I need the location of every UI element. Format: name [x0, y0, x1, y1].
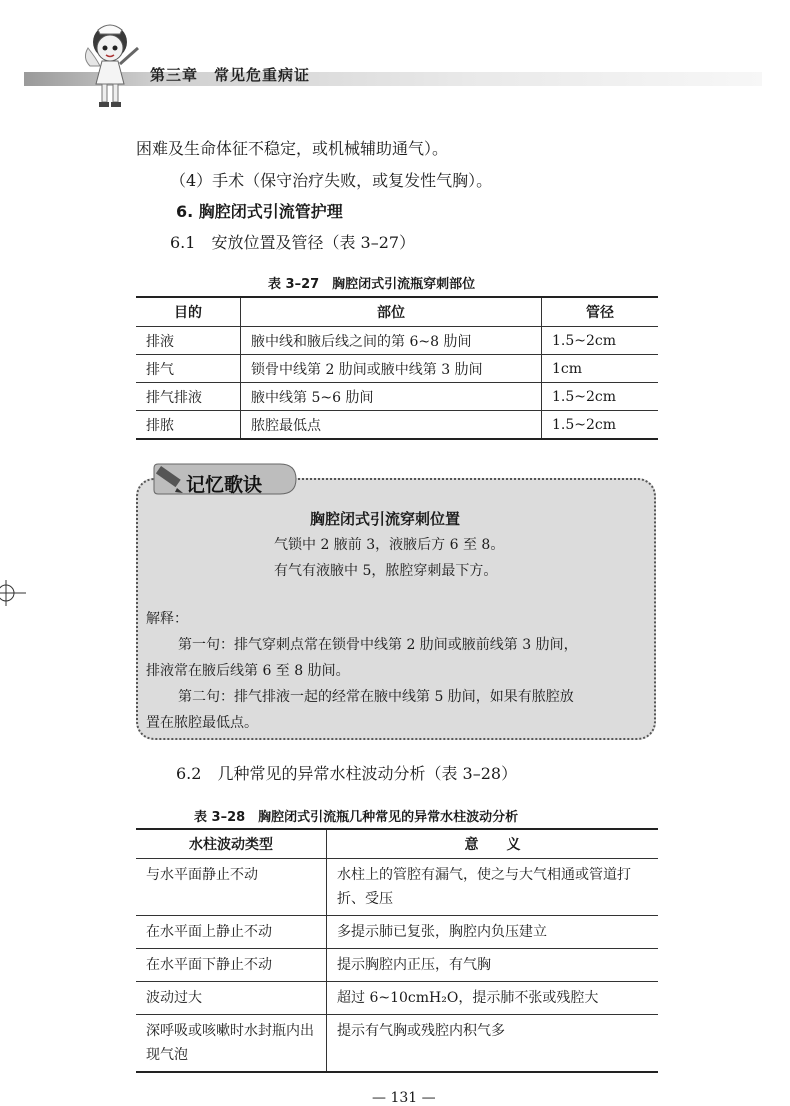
column-header: 水柱波动类型 — [136, 829, 327, 859]
table-cell: 排气排液 — [136, 383, 241, 411]
table-cell: 腋中线第 5~6 肋间 — [241, 383, 542, 411]
table-cell: 锁骨中线第 2 肋间或腋中线第 3 肋间 — [241, 355, 542, 383]
subsection-heading: 6.1 安放位置及管径（表 3–27） — [170, 233, 416, 252]
table-cell: 排液 — [136, 327, 241, 355]
column-header: 管径 — [586, 305, 614, 321]
memory-box — [136, 478, 656, 740]
table-cell: 1.5~2cm — [552, 388, 617, 405]
chapter-title: 第三章 常见危重病证 — [150, 66, 311, 84]
table-cell: 深呼吸或咳嗽时水封瓶内出现气泡 — [136, 1015, 327, 1073]
memo-tag-label: 记忆歌诀 — [186, 474, 263, 496]
table-row — [136, 1015, 658, 1073]
column-header: 部位 — [241, 297, 542, 327]
table-cell: 提示有气胸或残腔内积气多 — [337, 1023, 505, 1039]
table-cell: 1cm — [552, 360, 583, 377]
table-cell: 1.5~2cm — [552, 416, 617, 433]
table-row — [136, 327, 658, 355]
table-cell: 与水平面静止不动 — [136, 859, 327, 916]
memo-explain-line: 第二句：排气排液一起的经常在腋中线第 5 肋间，如果有脓腔放 — [178, 689, 574, 705]
memo-verse: 有气有液腋中 5，脓腔穿刺最下方。 — [274, 563, 498, 579]
column-header: 意 义 — [464, 837, 521, 853]
crop-mark-icon — [0, 580, 26, 606]
table-cell: 脓腔最低点 — [241, 411, 542, 440]
table-caption: 表 3–28 胸腔闭式引流瓶几种常见的异常水柱波动分析 — [194, 810, 519, 825]
table-row — [136, 383, 658, 411]
table-row — [136, 949, 658, 982]
column-header: 目的 — [136, 297, 241, 327]
memo-verse: 气锁中 2 腋前 3，液腋后方 6 至 8。 — [274, 537, 505, 553]
nurse-mascot-icon — [80, 18, 150, 110]
table-row — [136, 411, 658, 440]
table-row — [136, 355, 658, 383]
table-puncture-sites — [136, 296, 658, 440]
table-header-row — [136, 829, 658, 859]
table-row — [136, 982, 658, 1015]
table-cell: 水柱上的管腔有漏气，使之与大气相通或管道打折、受压 — [337, 867, 631, 907]
paragraph-line: （4）手术（保守治疗失败，或复发性气胸）。 — [170, 171, 493, 190]
table-row — [136, 859, 658, 916]
table-cell: 多提示肺已复张，胸腔内负压建立 — [337, 924, 547, 940]
table-cell: 超过 6~10cmH₂O，提示肺不张或残腔大 — [337, 990, 599, 1006]
memo-title: 胸腔闭式引流穿刺位置 — [310, 510, 461, 528]
table-cell: 在水平面上静止不动 — [136, 916, 327, 949]
table-row — [136, 916, 658, 949]
table-caption: 表 3–27 胸腔闭式引流瓶穿刺部位 — [268, 277, 476, 292]
table-cell: 1.5~2cm — [552, 332, 617, 349]
memo-explain-line: 第一句：排气穿刺点常在锁骨中线第 2 肋间或腋前线第 3 肋间， — [178, 637, 578, 653]
page-number: — 131 — — [372, 1090, 436, 1106]
table-cell: 在水平面下静止不动 — [136, 949, 327, 982]
table-cell: 排气 — [136, 355, 241, 383]
table-water-column — [136, 828, 658, 1073]
memo-explain-label: 解释： — [146, 611, 188, 627]
table-header-row — [136, 297, 658, 327]
table-cell: 腋中线和腋后线之间的第 6~8 肋间 — [241, 327, 542, 355]
table-cell: 提示胸腔内正压，有气胸 — [337, 957, 491, 973]
subsection-heading: 6.2 几种常见的异常水柱波动分析（表 3–28） — [176, 764, 518, 783]
table-cell: 排脓 — [136, 411, 241, 440]
memo-explain-line: 排液常在腋后线第 6 至 8 肋间。 — [146, 663, 350, 679]
table-cell: 波动过大 — [136, 982, 327, 1015]
paragraph-line: 困难及生命体征不稳定，或机械辅助通气）。 — [136, 139, 449, 158]
memo-explain-line: 置在脓腔最低点。 — [146, 715, 258, 731]
section-heading: 6. 胸腔闭式引流管护理 — [176, 202, 343, 221]
